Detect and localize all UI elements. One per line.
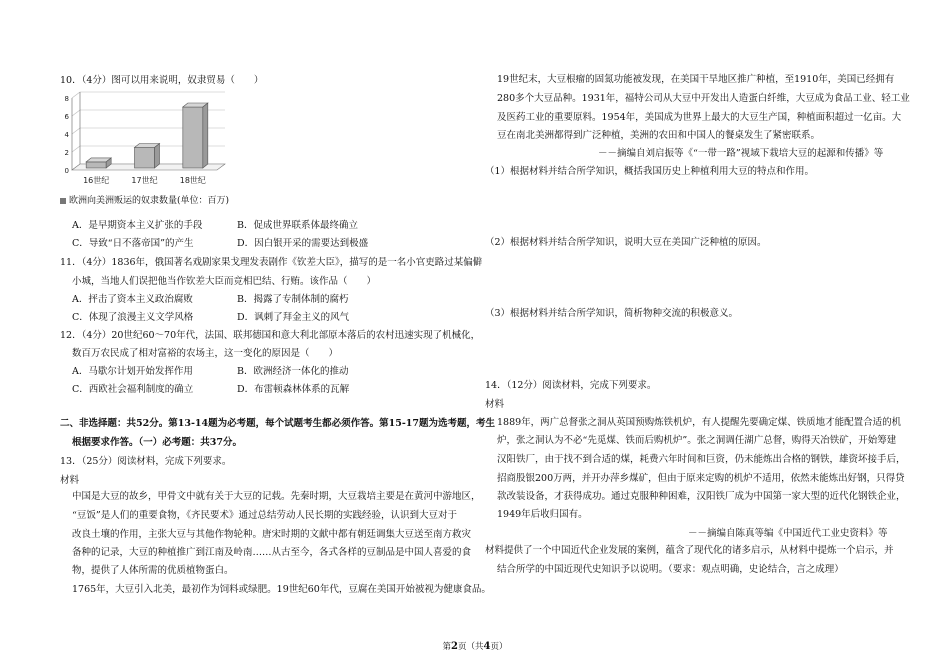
q13-material-line-2: “豆饭”是人们的重要食物，《齐民要术》通过总结劳动人民长期的实践经验，认识到大豆对于 [72, 510, 457, 521]
bar [86, 162, 106, 168]
q13-material-line-1: 中国是大豆的故乡，甲骨文中就有关于大豆的记载。先秦时期，大豆栽培主要是在黄河中游地区， [72, 491, 481, 502]
q11-option-a: A．抨击了资本主义政治腐败 [72, 294, 193, 305]
q10-stem: 10．（4分）图可以用来说明，奴隶贸易（ ） [60, 75, 264, 86]
q14-material-label: 材料 [485, 399, 505, 410]
q13-source: －－摘编自刘启振等《“一带一路”视域下栽培大豆的起源和传播》等 [598, 148, 884, 159]
q12-stem-line2: 数百万农民成了相对富裕的农场主，这一变化的原因是（ ） [72, 348, 339, 359]
section2-heading-line1: 二、非选择题：共52分。第13-14题为必考题，每个试题考生都必须作答。第15-17题为选考题，考生 [60, 418, 495, 429]
q13-material-line-3: 改良土壤的作用，主张大豆与其他作物轮种。唐宋时期的文献中都有朝廷调集大豆送至南方救灾 [72, 529, 472, 540]
x-tick-label: 17世纪 [131, 176, 158, 185]
q14-material-line-6: 1949年后收归国有。 [497, 509, 588, 520]
y-tick-label: 2 [64, 149, 69, 157]
q14-material-line-1: 1889年，两广总督张之洞从英国预购炼铁机炉，有人提醒先要确定煤、铁质地才能配置合适的机 [497, 417, 902, 428]
q10-option-a: A．是早期资本主义扩张的手段 [72, 220, 203, 231]
q14-source: －－摘编自陈真等编《中国近代工业史资料》等 [688, 528, 888, 539]
q13-stem: 13．（25分）阅读材料，完成下列要求。 [60, 456, 232, 467]
q12-option-a: A．马歇尔计划开始发挥作用 [72, 366, 193, 377]
q13-material-line-4: 备种的记录，大豆的种植推广到江南及岭南……从古至今，各式各样的豆制品是中国人喜爱的食 [72, 547, 472, 558]
legend-swatch [60, 198, 66, 204]
q13-material-line-6: 1765年，大豆引入北美，最初作为饲料或绿肥。19世纪60年代，豆腐在美国开始被视为健康食品。 [72, 584, 491, 595]
q11-stem-line2: 小城，当地人们误把他当作钦差大臣而竞相巴结、行贿。该作品（ ） [72, 276, 377, 287]
q12-option-c: C．西欧社会福利制度的确立 [72, 384, 194, 395]
q13-right-line-3: 及医药工业的重要原料。1954年，美国成为世界上最大的大豆生产国，种植面积超过一亿亩。大 [497, 112, 902, 123]
q13-requirement-2: （2）根据材料并结合所学知识，说明大豆在美国广泛种植的原因。 [485, 237, 767, 248]
q13-right-line-1: 19世纪末，大豆根瘤的固氮功能被发现，在美国干旱地区推广种植，至1910年，美国已经拥有 [497, 74, 895, 85]
q14-requirement-line2: 结合所学的中国近现代史知识予以说明。（要求：观点明确，史论结合，言之成理） [497, 564, 844, 575]
q13-requirement-3: （3）根据材料并结合所学知识，简析物种交流的积极意义。 [485, 308, 739, 319]
q13-right-line-2: 280多个大豆品种。1931年，福特公司从大豆中开发出人造蛋白纤维，大豆成为食品工业、轻工业 [497, 93, 910, 104]
q14-material-line-4: 招商股银200万两，并开办萍乡煤矿，但由于原来定购的机炉不适用，依然未能炼出好钢，只得贷 [497, 473, 905, 484]
x-tick-label: 18世纪 [179, 176, 206, 185]
page-footer [0, 641, 950, 654]
q14-requirement-line1: 材料提供了一个中国近代企业发展的案例，蕴含了现代化的诸多启示，从材料中提炼一个启示，并 [485, 545, 894, 556]
q10-option-b: B．促成世界联系体最终确立 [237, 220, 358, 231]
q10-option-c: C．导致“日不落帝国”的产生 [72, 238, 194, 249]
q14-stem: 14．（12分）阅读材料，完成下列要求。 [485, 380, 657, 391]
q13-requirement-1: （1）根据材料并结合所学知识，概括我国历史上种植利用大豆的特点和作用。 [485, 166, 815, 177]
q14-material-line-2: 炉，张之洞认为不必“先觅煤、铁而后购机炉”。张之洞调任湖广总督，购得天冶铁矿，开始筹建 [497, 435, 897, 446]
q12-stem-line1: 12．（4分）20世纪60～70年代，法国、联邦德国和意大利北部原本落后的农村迅速实现了机械化， [60, 330, 481, 341]
q11-option-d: D．讽刺了拜金主义的风气 [237, 312, 350, 323]
bar-side [203, 103, 208, 168]
q11-option-c: C．体现了浪漫主义文学风格 [72, 312, 194, 323]
gridline-depth [72, 110, 80, 116]
slave-trade-bar-chart [60, 90, 230, 190]
legend-text: 欧洲向美洲贩运的奴隶数量(单位：百万) [69, 196, 230, 206]
q14-material-line-5: 款改装设备，才获得成功。通过克服种种困难，汉阳铁厂成为中国第一家大型的近代化钢铁企业， [497, 491, 906, 502]
footer-middle: 页（共 [457, 642, 484, 652]
gridline-depth [72, 92, 80, 98]
bar-side [155, 144, 160, 169]
y-tick-label: 4 [64, 131, 69, 139]
q13-right-line-4: 豆在南北美洲都得到广泛种植，美洲的农田和中国人的餐桌发生了紧密联系。 [497, 130, 821, 141]
y-tick-label: 0 [64, 167, 69, 175]
section2-heading-line2: 根据要求作答。（一）必考题：共37分。 [72, 437, 242, 448]
q13-material-line-5: 物，提供了人体所需的优质植物蛋白。 [72, 565, 234, 576]
gridline-depth [72, 128, 80, 134]
footer-suffix: 页） [490, 642, 508, 652]
q14-material-line-3: 汉阳铁厂，由于找不到合适的煤，耗费六年时间和巨资，仍未能炼出合格的钢铁，雄资坏接手后， [497, 454, 906, 465]
q11-stem-line1: 11．（4分）1836年，俄国著名戏剧家果戈理发表剧作《钦差大臣》，描写的是一名小官吏路过某偏僻 [60, 257, 483, 268]
footer-total-pages: 4 [483, 641, 491, 652]
gridline-depth [72, 146, 80, 152]
footer-page-number: 2 [451, 641, 458, 652]
q11-option-b: B．揭露了专制体制的腐朽 [237, 294, 349, 305]
q12-option-b: B．欧洲经济一体化的推动 [237, 366, 349, 377]
bar [135, 148, 155, 169]
y-tick-label: 8 [64, 95, 69, 103]
q10-option-d: D．因白银开采的需要达到极盛 [237, 238, 369, 249]
q13-material-label: 材料 [60, 475, 80, 486]
chart-legend [60, 196, 229, 207]
y-tick-label: 6 [64, 113, 69, 121]
footer-prefix: 第 [442, 642, 452, 652]
bar [183, 107, 203, 168]
x-tick-label: 16世纪 [83, 176, 110, 185]
q12-option-d: D．布雷顿森林体系的瓦解 [237, 384, 350, 395]
